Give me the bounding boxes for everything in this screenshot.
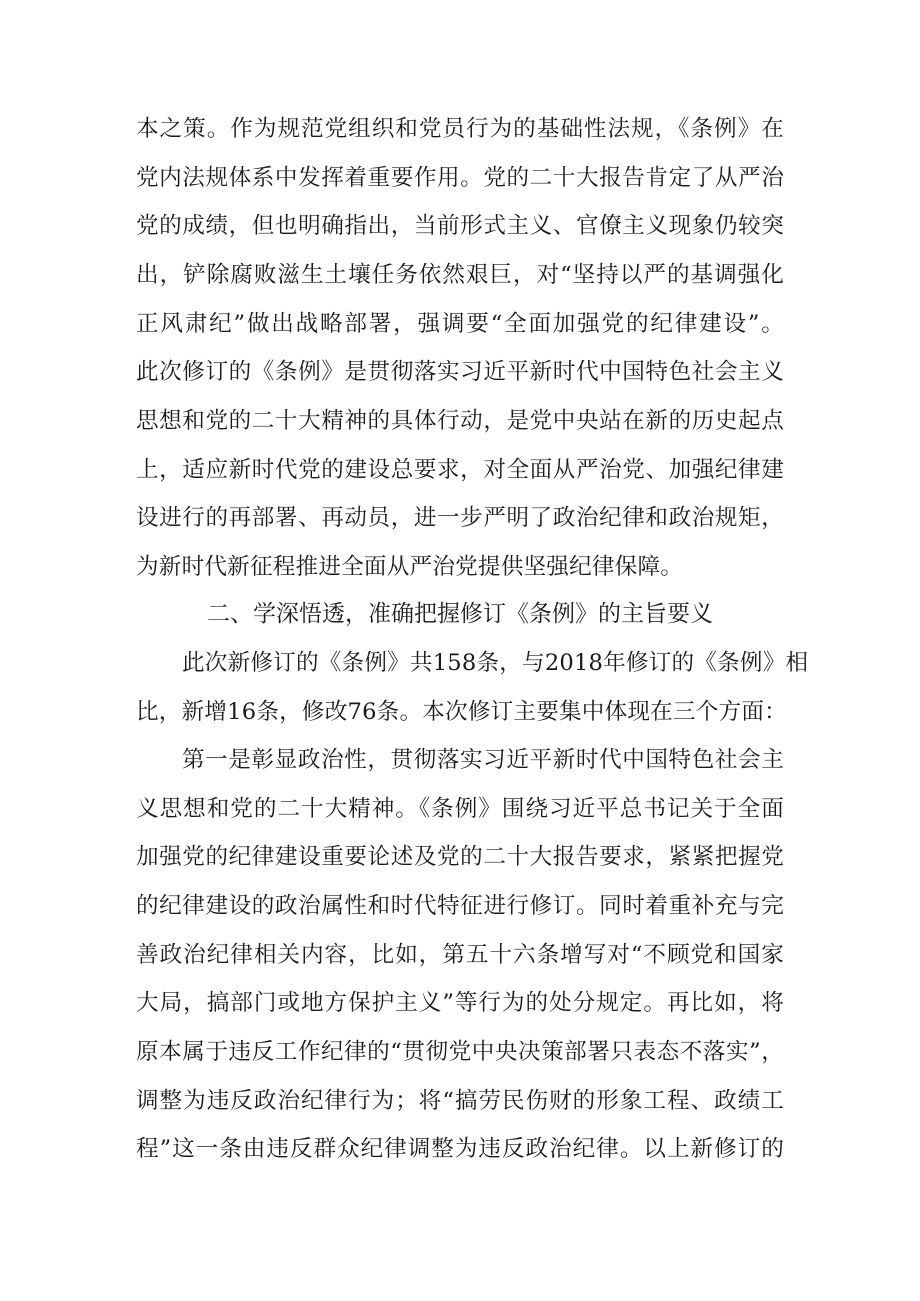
paragraph-line: 上，适应新时代党的建设总要求，对全面从严治党、加强纪律建 — [136, 457, 784, 483]
paragraph-line: 此次修订的《条例》是贯彻落实习近平新时代中国特色社会主义 — [136, 359, 784, 385]
paragraph-line: 善政治纪律相关内容，比如，第五十六条增写对“不顾党和国家 — [136, 942, 784, 968]
paragraph-line: 第一是彰显政治性，贯彻落实习近平新时代中国特色社会主 — [182, 747, 784, 773]
paragraph-line: 比，新增16条，修改76条。本次修订主要集中体现在三个方面： — [136, 699, 787, 725]
paragraph-line: 本之策。作为规范党组织和党员行为的基础性法规，《条例》在 — [136, 116, 784, 142]
paragraph-line: 大局，搞部门或地方保护主义”等行为的处分规定。再比如，将 — [136, 990, 784, 1016]
paragraph-line: 的纪律建设的政治属性和时代特征进行修订。同时着重补充与完 — [136, 893, 784, 919]
paragraph-line: 加强党的纪律建设重要论述及党的二十大报告要求，紧紧把握党 — [136, 844, 784, 870]
paragraph-line: 调整为违反政治纪律行为；将“搞劳民伤财的形象工程、政绩工 — [136, 1088, 784, 1114]
paragraph-line: 此次新修订的《条例》共158条，与2018年修订的《条例》相 — [182, 650, 809, 676]
paragraph-line: 义思想和党的二十大精神。《条例》围绕习近平总书记关于全面 — [136, 796, 784, 822]
paragraph-line: 程”这一条由违反群众纪律调整为违反政治纪律。以上新修订的 — [136, 1136, 784, 1162]
paragraph-line: 原本属于违反工作纪律的“贯彻党中央决策部署只表态不落实”， — [136, 1039, 784, 1065]
section-heading: 二、学深悟透，准确把握修订《条例》的主旨要义 — [207, 601, 713, 627]
paragraph-line: 党的成绩，但也明确指出，当前形式主义、官僚主义现象仍较突 — [136, 213, 784, 239]
paragraph-line: 出，铲除腐败滋生土壤任务依然艰巨，对“坚持以严的基调强化 — [136, 262, 784, 288]
paragraph-line: 正风肃纪”做出战略部署，强调要“全面加强党的纪律建设”。 — [136, 311, 784, 337]
paragraph-line: 党内法规体系中发挥着重要作用。党的二十大报告肯定了从严治 — [136, 165, 784, 191]
paragraph-line: 思想和党的二十大精神的具体行动，是党中央站在新的历史起点 — [136, 408, 784, 434]
paragraph-line: 设进行的再部署、再动员，进一步严明了政治纪律和政治规矩， — [136, 505, 784, 531]
paragraph-line: 为新时代新征程推进全面从严治党提供坚强纪律保障。 — [136, 554, 684, 580]
